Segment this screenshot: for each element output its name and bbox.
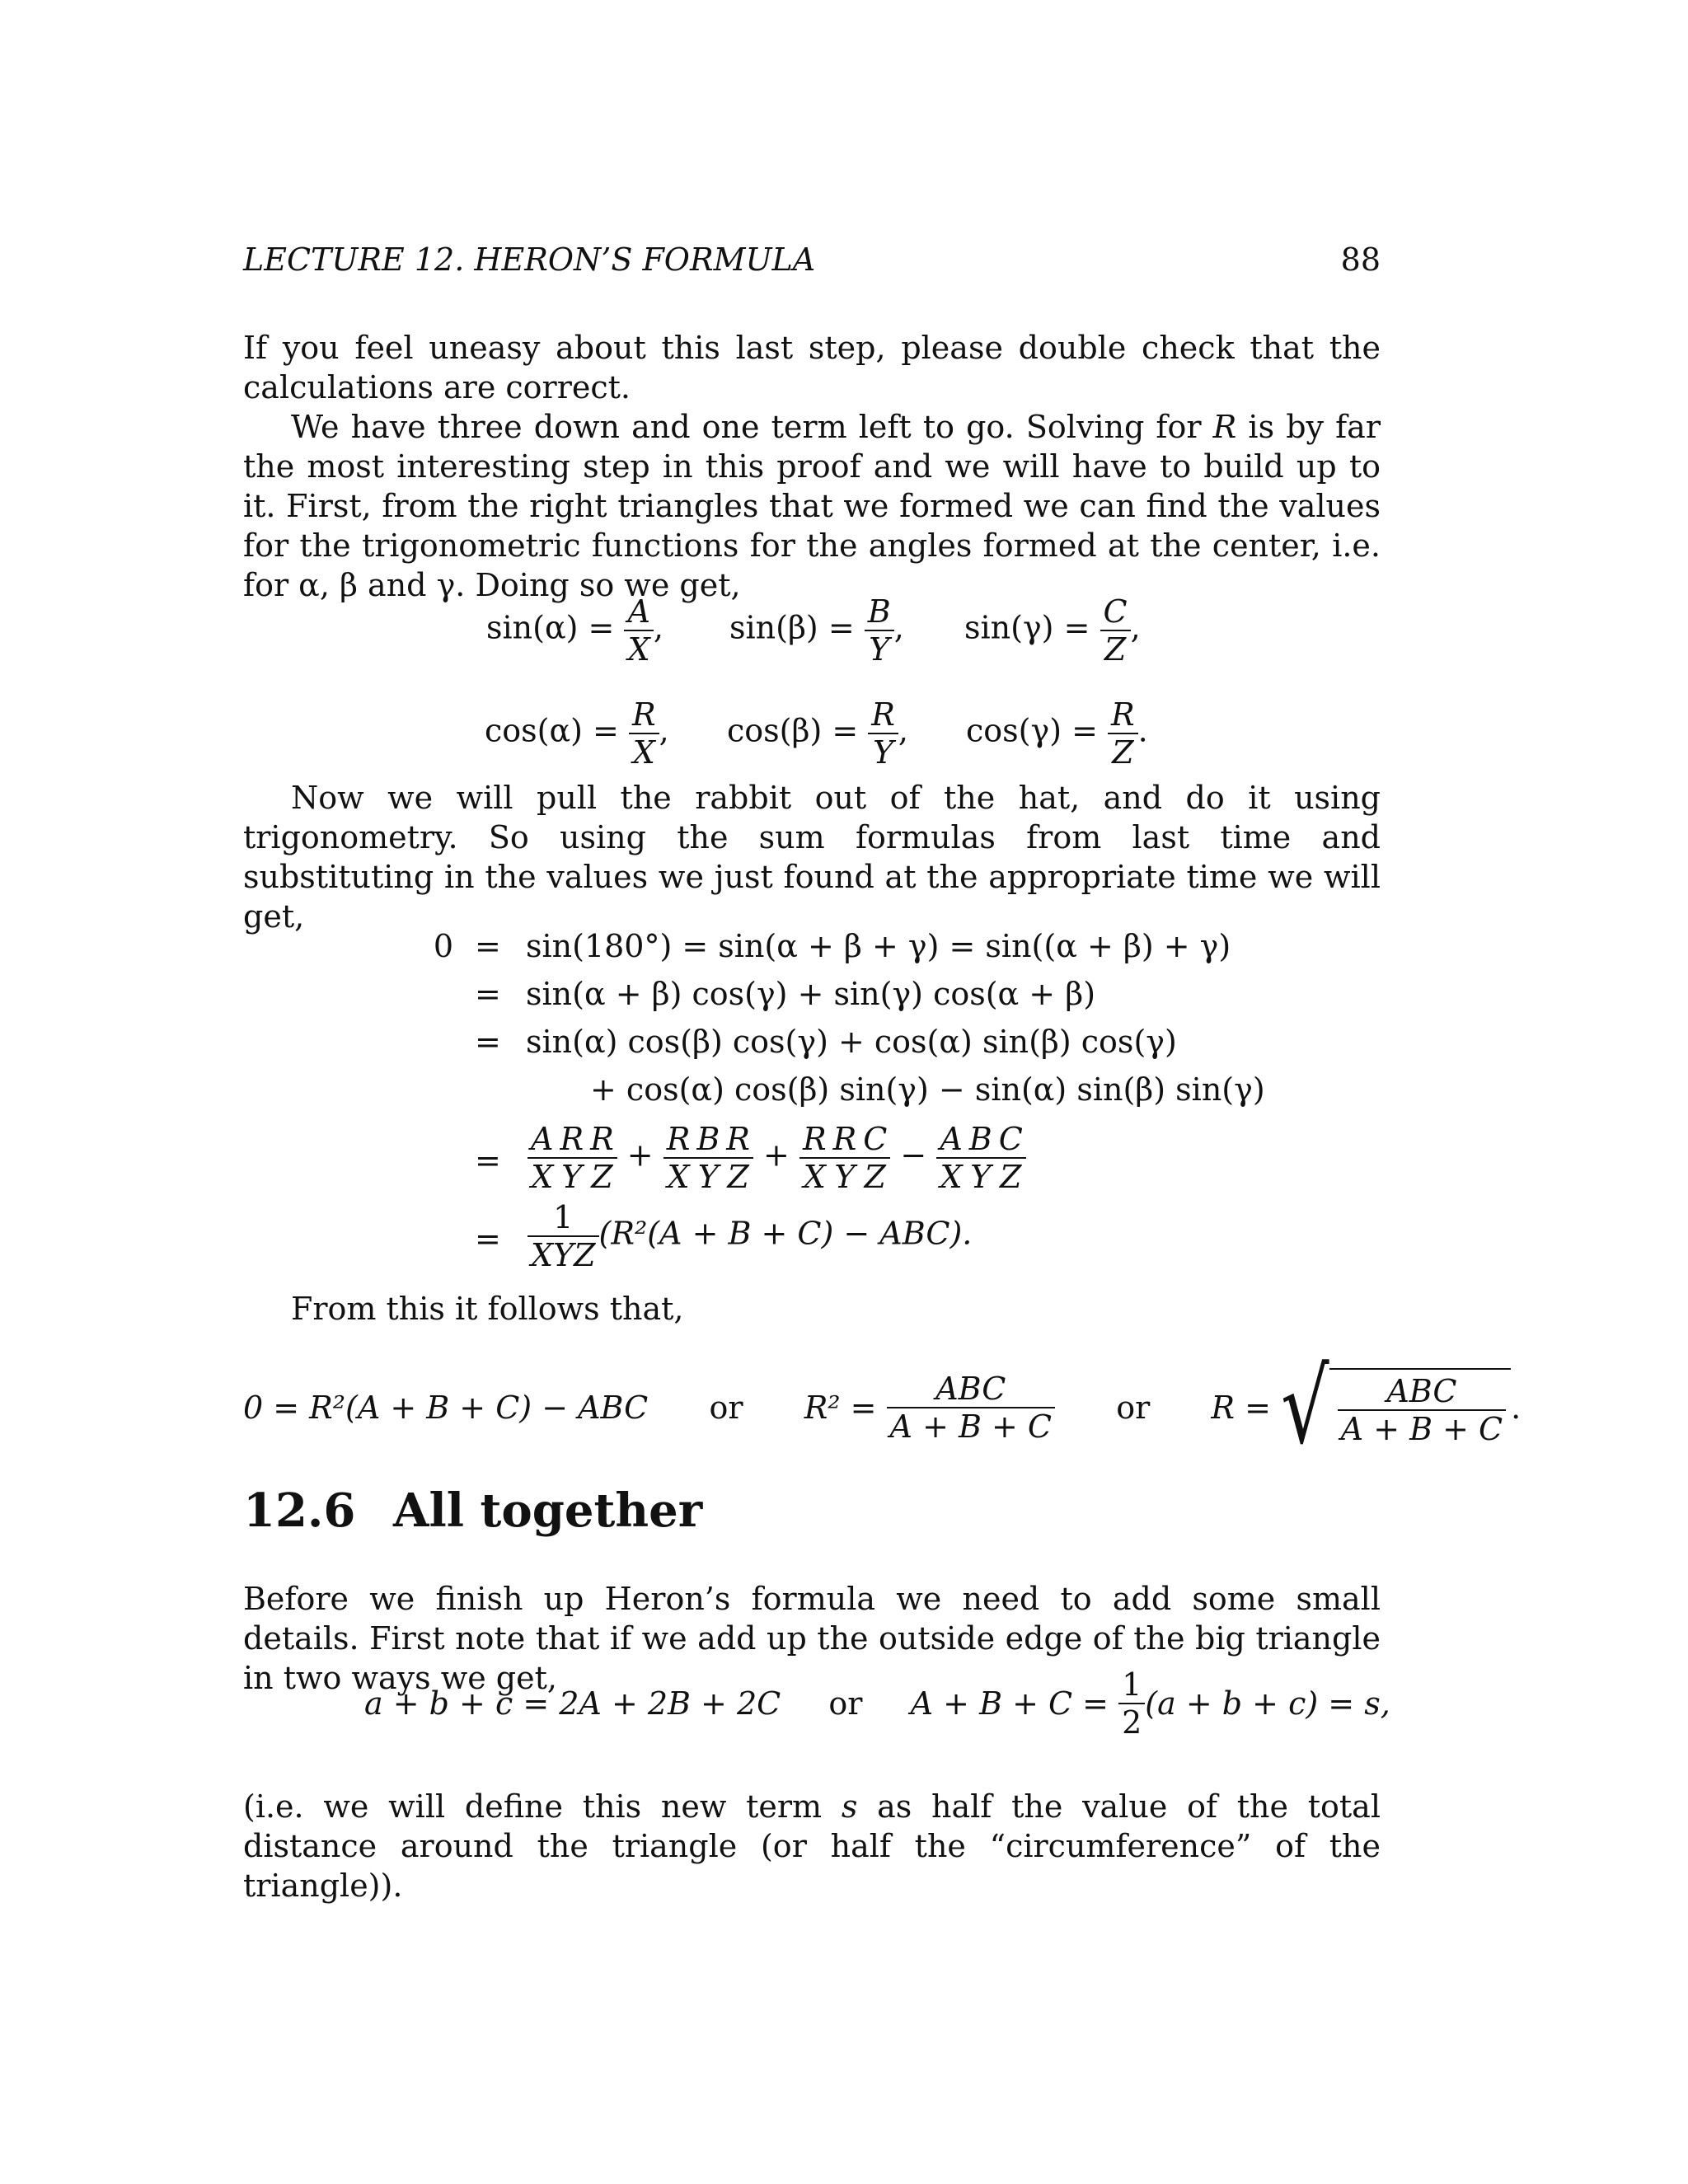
running-title: LECTURE 12. HERON’S FORMULA — [243, 241, 816, 278]
equals: = — [475, 976, 501, 1012]
r-equals: R = — [1211, 1390, 1271, 1426]
section-title: All together — [393, 1483, 703, 1538]
section-heading — [243, 1483, 702, 1538]
fraction-1-over-XYZ — [528, 1199, 599, 1273]
numerator: B — [966, 1121, 996, 1159]
paragraph-define-s — [243, 1787, 1381, 1905]
fraction-ABC-over-sum-sqrt — [1338, 1373, 1506, 1447]
zero: 0 — [433, 928, 453, 964]
period: . — [1137, 712, 1148, 749]
cos-alpha-label: cos(α) = — [485, 712, 619, 749]
cos-beta-label: cos(β) = — [727, 712, 859, 749]
cos-gamma-label: cos(γ) = — [966, 712, 1098, 749]
plus: + — [763, 1137, 790, 1174]
fraction-C-over-Z — [1100, 593, 1131, 668]
or-perimeter: or — [828, 1685, 863, 1722]
perimeter-mid: A + B + C = — [910, 1685, 1109, 1722]
trig-cos-gamma — [966, 696, 1148, 771]
paragraph-three-down-part1: We have three down and one term left to go. Solving for — [291, 409, 1213, 445]
numerator: R — [629, 696, 659, 734]
trig-cos-beta — [727, 696, 908, 771]
numerator: R — [587, 1121, 617, 1159]
fraction-B-Y-2 — [966, 1121, 996, 1195]
minus: − — [900, 1137, 927, 1174]
denominator: Y — [697, 1159, 719, 1195]
paragraph-follows: From this it follows that, — [291, 1291, 684, 1327]
denominator: Y — [873, 734, 894, 771]
derivation-rhs-4: + cos(α) cos(β) sin(γ) − sin(α) sin(β) sin(γ) — [590, 1071, 1265, 1108]
numerator: C — [1100, 593, 1131, 631]
paragraph-three-down — [243, 407, 1381, 605]
or-1: or — [709, 1390, 743, 1426]
fraction-ABC-over-sum — [887, 1371, 1055, 1445]
fraction-R-Z — [587, 1121, 617, 1195]
derivation-final-rest: (R²(A + B + C) − ABC). — [598, 1215, 973, 1252]
equals: = — [475, 928, 501, 964]
comma: , — [653, 609, 663, 646]
sqrt-radicand — [1329, 1368, 1511, 1447]
paragraph-finish-up: Before we finish up Heron’s formula we need to add some small details. First note that if we add up the outside edge of the big triangle in two ways we get, — [243, 1581, 1381, 1696]
numerator: 1 — [1118, 1666, 1145, 1704]
paragraph-uneasy: If you feel uneasy about this last step, please double check that the calculations are correct. — [243, 330, 1381, 405]
derivation-rhs-2: sin(α + β) cos(γ) + sin(γ) cos(α + β) — [526, 976, 1096, 1012]
r-squared-equals: R² = — [804, 1390, 877, 1426]
var-s: s — [841, 1788, 858, 1825]
equals: = — [475, 1142, 501, 1179]
or-2: or — [1116, 1390, 1151, 1426]
trig-sin-beta — [729, 593, 904, 668]
numerator: ABC — [887, 1371, 1055, 1408]
fraction-A-over-X — [624, 593, 653, 668]
denominator: XYZ — [531, 1237, 596, 1273]
trig-cos-alpha — [485, 696, 669, 771]
running-header — [243, 241, 1381, 283]
numerator: A — [936, 1121, 965, 1159]
sin-gamma-label: sin(γ) = — [964, 609, 1090, 646]
fraction-C-Z-2 — [996, 1121, 1026, 1195]
denominator: Y — [970, 1159, 992, 1195]
denominator: A + B + C — [889, 1408, 1052, 1445]
paragraph-three-down-part2: is by far the most interesting step in this proof and we will have to build up to it. First, from the right triangles that we formed we can find the values for the trigonometric functions for the angles formed at the center, i.e. for α, β and γ. Doing so we get, — [243, 409, 1381, 603]
fraction-R-over-X — [629, 696, 659, 771]
numerator: C — [996, 1121, 1026, 1159]
fraction-R-over-Y — [868, 696, 898, 771]
fraction-R-Z-2 — [723, 1121, 753, 1195]
derivation-fraction-sum — [528, 1121, 1026, 1195]
fraction-A-X-2 — [936, 1121, 965, 1195]
denominator: X — [803, 1159, 826, 1195]
fraction-A-X — [528, 1121, 556, 1195]
numerator: R — [1108, 696, 1138, 734]
numerator: R — [556, 1121, 587, 1159]
fraction-C-Z — [860, 1121, 890, 1195]
denominator: Z — [591, 1159, 613, 1195]
equals: = — [475, 1024, 501, 1060]
denominator: X — [531, 1159, 554, 1195]
sqrt-sign-icon: √ — [1281, 1347, 1329, 1467]
fraction-R-X-2 — [799, 1121, 830, 1195]
denominator: Z — [1112, 734, 1134, 771]
numerator: C — [860, 1121, 890, 1159]
numerator: R — [799, 1121, 830, 1159]
trig-sin-alpha — [486, 593, 663, 668]
numerator: R — [868, 696, 898, 734]
comma: , — [1130, 609, 1141, 646]
denominator: A + B + C — [1340, 1411, 1503, 1447]
fraction-R-Y-2 — [830, 1121, 860, 1195]
denominator: Z — [727, 1159, 749, 1195]
numerator: R — [663, 1121, 694, 1159]
derivation-rhs-1: sin(180°) = sin(α + β + γ) = sin((α + β) + γ) — [526, 928, 1231, 964]
perimeter-equation-row — [364, 1666, 1390, 1749]
fraction-B-Y — [693, 1121, 723, 1195]
trig-sin-gamma — [964, 593, 1141, 668]
equals: = — [475, 1221, 501, 1257]
paragraph-rabbit: Now we will pull the rabbit out of the hat, and do it using trigonometry. So using the sum formulas from last time and substituting in the values we just found at the appropriate time we will get, — [243, 780, 1381, 935]
comma: , — [893, 609, 904, 646]
denominator: Z — [1000, 1159, 1022, 1195]
denominator: Y — [869, 631, 890, 668]
numerator: 1 — [528, 1199, 599, 1237]
fraction-R-over-Z — [1108, 696, 1138, 771]
section-number: 12.6 — [243, 1483, 356, 1538]
page-number: 88 — [1340, 241, 1381, 278]
denominator: X — [632, 734, 655, 771]
denominator: Z — [864, 1159, 886, 1195]
perimeter-rhs: (a + b + c) = s, — [1145, 1685, 1390, 1722]
comma: , — [659, 712, 669, 749]
derivation-rhs-3: sin(α) cos(β) cos(γ) + cos(α) sin(β) cos(γ) — [526, 1024, 1177, 1060]
sin-alpha-label: sin(α) = — [486, 609, 615, 646]
result-eq1: 0 = R²(A + B + C) − ABC — [243, 1390, 649, 1426]
numerator: ABC — [1338, 1373, 1506, 1411]
numerator: R — [830, 1121, 860, 1159]
result-equation-row — [243, 1347, 1522, 1467]
var-R: R — [1212, 409, 1237, 445]
fraction-R-Y — [556, 1121, 587, 1195]
paragraph-define-s-part1: (i.e. we will define this new term — [243, 1788, 842, 1825]
denominator: X — [940, 1159, 963, 1195]
derivation-final — [528, 1199, 972, 1273]
sin-beta-label: sin(β) = — [729, 609, 855, 646]
denominator: 2 — [1122, 1704, 1142, 1741]
denominator: Y — [834, 1159, 856, 1195]
fraction-one-half — [1118, 1666, 1145, 1741]
perimeter-lhs: a + b + c = 2A + 2B + 2C — [364, 1685, 781, 1722]
comma: , — [898, 712, 909, 749]
numerator: A — [528, 1121, 556, 1159]
denominator: X — [667, 1159, 690, 1195]
period: . — [1511, 1390, 1522, 1426]
numerator: B — [693, 1121, 723, 1159]
numerator: A — [624, 593, 653, 631]
numerator: B — [865, 593, 894, 631]
fraction-B-over-Y — [865, 593, 894, 668]
denominator: Z — [1104, 631, 1127, 668]
numerator: R — [723, 1121, 753, 1159]
paragraph-define-s-part2: as half the value of the total distance around the triangle (or half the “circumference” of the triangle)). — [243, 1788, 1381, 1904]
plus: + — [626, 1137, 654, 1174]
denominator: X — [627, 631, 650, 668]
fraction-R-X — [663, 1121, 694, 1195]
denominator: Y — [561, 1159, 583, 1195]
